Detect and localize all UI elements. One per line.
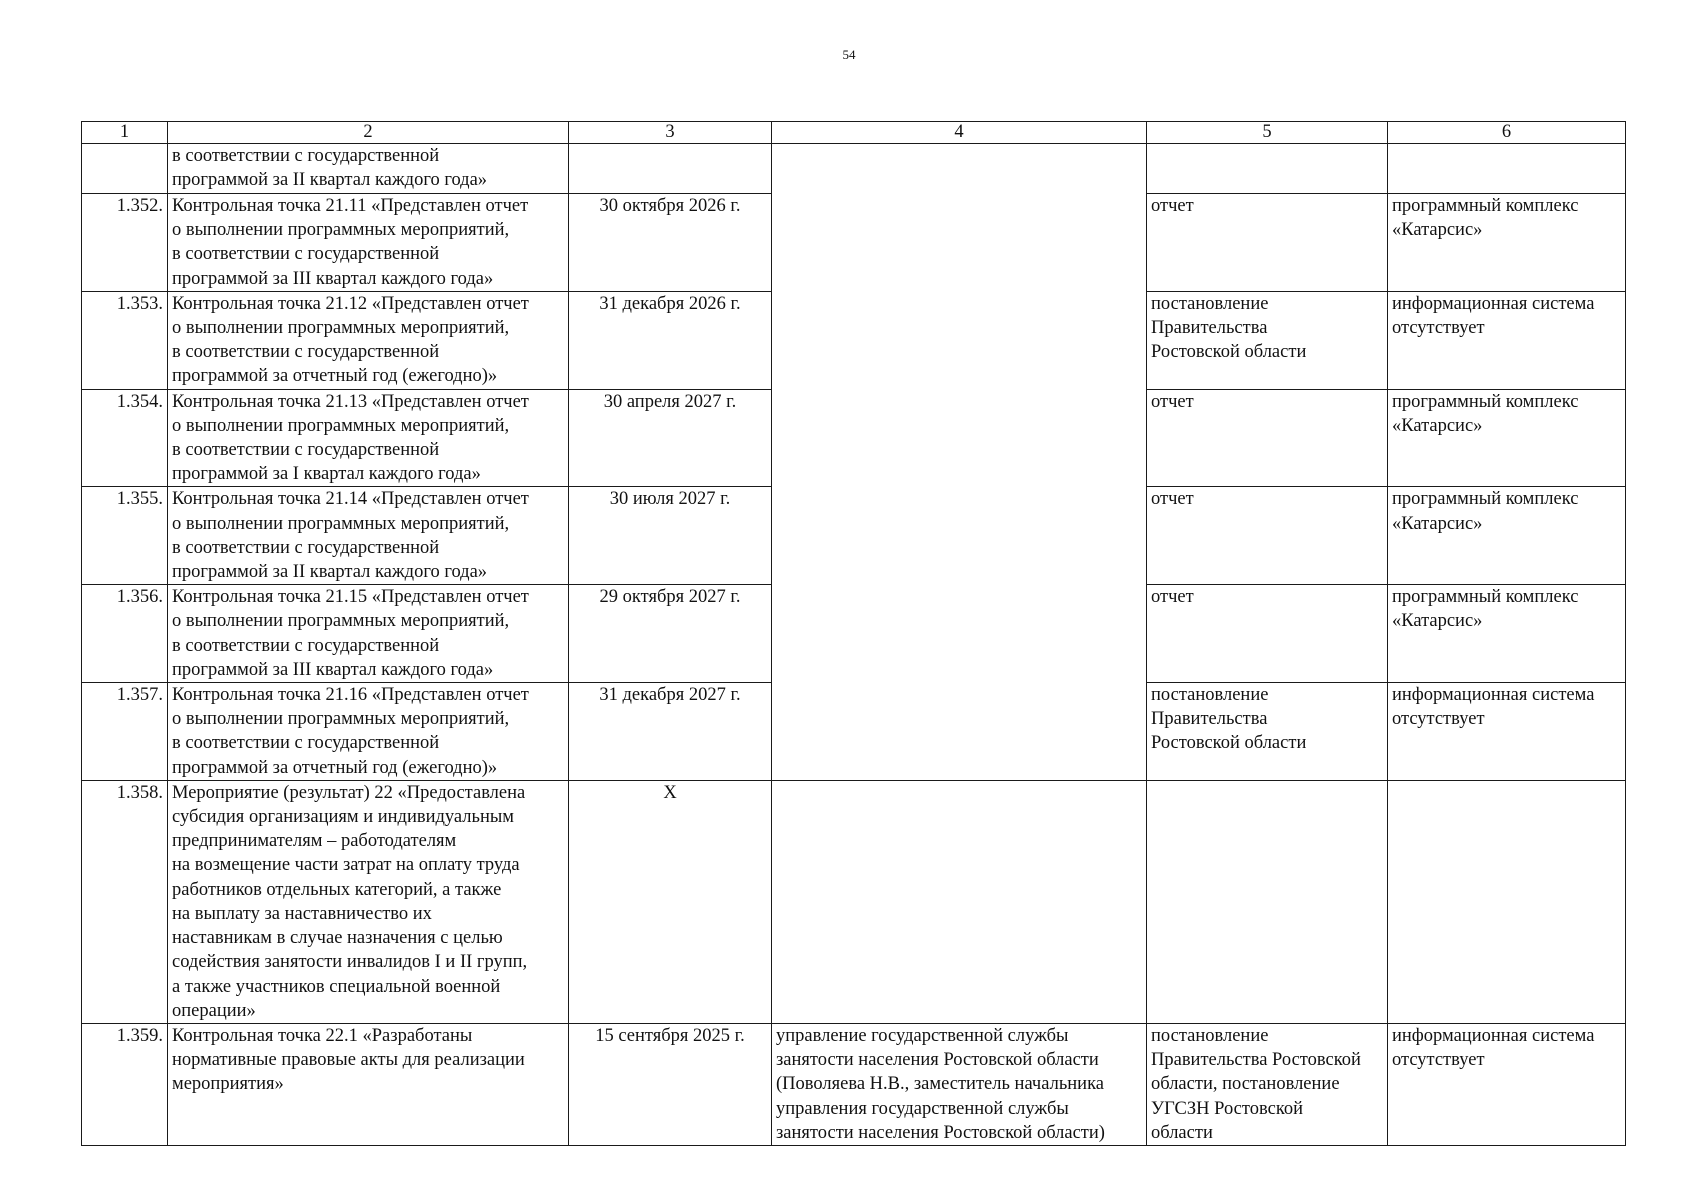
row-number: 1.354.	[82, 389, 168, 487]
row-name: Контрольная точка 21.14 «Представлен отчет о выполнении программных мероприятий, в соответствии с государственной программой за II квартал каждого года»	[168, 487, 569, 585]
page-number: 54	[842, 47, 856, 62]
row-document-form: постановление Правительства Ростовской области	[1147, 683, 1388, 781]
row-date: 31 декабря 2027 г.	[569, 683, 772, 781]
row-date: X	[569, 780, 772, 1023]
header-col-1: 1	[82, 122, 168, 144]
row-number: 1.356.	[82, 585, 168, 683]
table-row	[82, 780, 1626, 1023]
row-number: 1.357.	[82, 683, 168, 781]
row-number: 1.353.	[82, 291, 168, 389]
row-date: 30 октября 2026 г.	[569, 194, 772, 292]
table-header-row	[82, 122, 1626, 144]
row-info-system: информационная система отсутствует	[1388, 683, 1626, 781]
row-date: 15 сентября 2025 г.	[569, 1023, 772, 1145]
row-info-system	[1388, 780, 1626, 1023]
control-points-table	[81, 121, 1626, 1146]
row-number: 1.352.	[82, 194, 168, 292]
row-number: 1.359.	[82, 1023, 168, 1145]
row-document-form: отчет	[1147, 194, 1388, 292]
row-document-form: отчет	[1147, 487, 1388, 585]
header-col-2: 2	[168, 122, 569, 144]
row-responsible-merged	[772, 144, 1147, 781]
row-info-system: программный комплекс «Катарсис»	[1388, 194, 1626, 292]
row-name: в соответствии с государственной программой за II квартал каждого года»	[168, 144, 569, 194]
header-col-5: 5	[1147, 122, 1388, 144]
header-col-4: 4	[772, 122, 1147, 144]
row-info-system: программный комплекс «Катарсис»	[1388, 487, 1626, 585]
row-document-form: отчет	[1147, 585, 1388, 683]
row-document-form	[1147, 780, 1388, 1023]
row-number: 1.358.	[82, 780, 168, 1023]
row-name: Контрольная точка 22.1 «Разработаны нормативные правовые акты для реализации мероприятия»	[168, 1023, 569, 1145]
row-date: 29 октября 2027 г.	[569, 585, 772, 683]
row-document-form	[1147, 144, 1388, 194]
row-document-form: постановление Правительства Ростовской области, постановление УГСЗН Ростовской области	[1147, 1023, 1388, 1145]
row-info-system: информационная система отсутствует	[1388, 1023, 1626, 1145]
row-number: 1.355.	[82, 487, 168, 585]
row-info-system: информационная система отсутствует	[1388, 291, 1626, 389]
row-responsible	[772, 780, 1147, 1023]
header-col-6: 6	[1388, 122, 1626, 144]
row-name: Мероприятие (результат) 22 «Предоставлена субсидия организациям и индивидуальным предпринимателям – работодателям на возмещение части затрат на оплату труда работников отдельных категорий, а также на выплату за наставничество их наставникам в случае назначения с целью содействия занятости инвалидов I и II групп, а также участников специальной военной операции»	[168, 780, 569, 1023]
row-date: 31 декабря 2026 г.	[569, 291, 772, 389]
row-info-system	[1388, 144, 1626, 194]
row-document-form: отчет	[1147, 389, 1388, 487]
row-name: Контрольная точка 21.12 «Представлен отчет о выполнении программных мероприятий, в соответствии с государственной программой за отчетный год (ежегодно)»	[168, 291, 569, 389]
row-info-system: программный комплекс «Катарсис»	[1388, 389, 1626, 487]
row-name: Контрольная точка 21.11 «Представлен отчет о выполнении программных мероприятий, в соответствии с государственной программой за III квартал каждого года»	[168, 194, 569, 292]
row-date: 30 июля 2027 г.	[569, 487, 772, 585]
row-name: Контрольная точка 21.16 «Представлен отчет о выполнении программных мероприятий, в соответствии с государственной программой за отчетный год (ежегодно)»	[168, 683, 569, 781]
row-number	[82, 144, 168, 194]
row-info-system: программный комплекс «Катарсис»	[1388, 585, 1626, 683]
table-row	[82, 1023, 1626, 1145]
row-name: Контрольная точка 21.15 «Представлен отчет о выполнении программных мероприятий, в соответствии с государственной программой за III квартал каждого года»	[168, 585, 569, 683]
row-responsible: управление государственной службы занятости населения Ростовской области (Поволяева Н.В., заместитель начальника управления государственной службы занятости населения Ростовской области)	[772, 1023, 1147, 1145]
row-date: 30 апреля 2027 г.	[569, 389, 772, 487]
header-col-3: 3	[569, 122, 772, 144]
row-date	[569, 144, 772, 194]
row-document-form: постановление Правительства Ростовской области	[1147, 291, 1388, 389]
table-row	[82, 144, 1626, 194]
row-name: Контрольная точка 21.13 «Представлен отчет о выполнении программных мероприятий, в соответствии с государственной программой за I квартал каждого года»	[168, 389, 569, 487]
